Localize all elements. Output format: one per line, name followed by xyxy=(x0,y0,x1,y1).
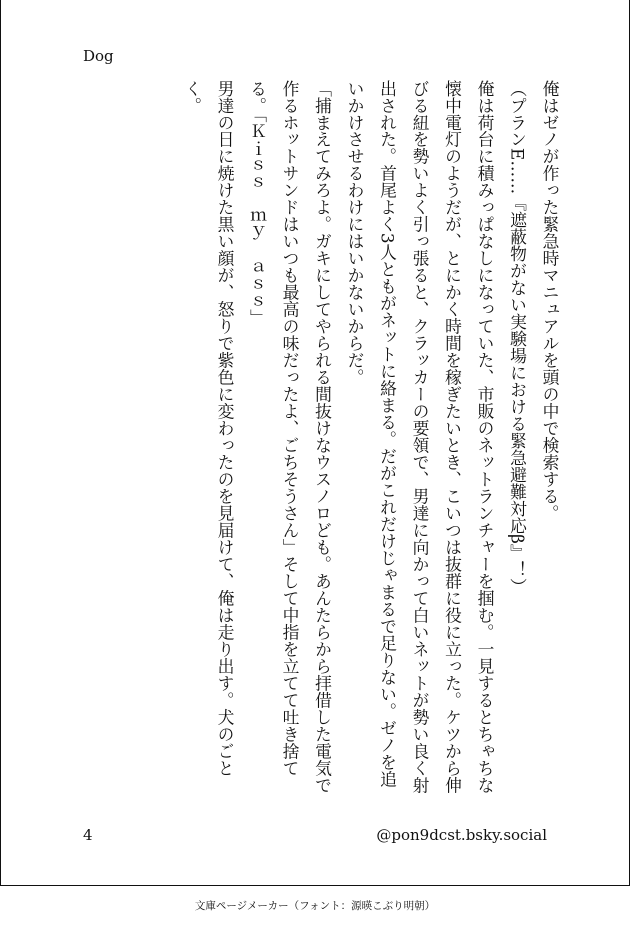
author-handle: @pon9dcst.bsky.social xyxy=(376,826,547,844)
body-paragraph: 俺はゼノが作った緊急時マニュアルを頭の中で検索する。 xyxy=(540,80,560,522)
body-paragraph: 俺は荷台に積みっぱなしになっていた、市販のネットランチャーを掴む。一見するとちゃちな懐中電灯のようだが、とにかく時間を稼ぎたいとき、こいつは抜群に役に立った。ケツから伸びる紐を勢いよく引っ張ると、クラッカーの要領で、男達に向かって白いネットが勢い良く射出された。首尾よく3人ともがネットに絡まる。だがこれだけじゃまるで足りない。ゼノを追いかけさせるわけにはいかないからだ。 xyxy=(345,80,495,794)
footer-credit: 文庫ページメーカー（フォント：源暎こぶり明朝） xyxy=(194,900,436,912)
body-paragraph: （プランE……『遮蔽物がない実験場における緊急避難対応β』！） xyxy=(507,80,528,596)
header-title: Dog xyxy=(83,47,114,65)
page-number: 4 xyxy=(83,826,93,844)
body-paragraph: 男達の日に焼けた黒い顔が、怒りで紫色に変わったのを見届けて、俺は走り出す。犬のごとく。 xyxy=(182,80,235,777)
body-text xyxy=(141,80,566,800)
body-paragraph: 「捕まえてみろよ。ガキにしてやられる間抜けなウスノロども。あんたらから拝借した電気で作るホットサンドはいつも最高の味だったよ、ごちそうさん」そして中指を立てて吐き捨てる。「Ｋｉｓｓ ｍｙ ａｓｓ」 xyxy=(247,80,333,794)
